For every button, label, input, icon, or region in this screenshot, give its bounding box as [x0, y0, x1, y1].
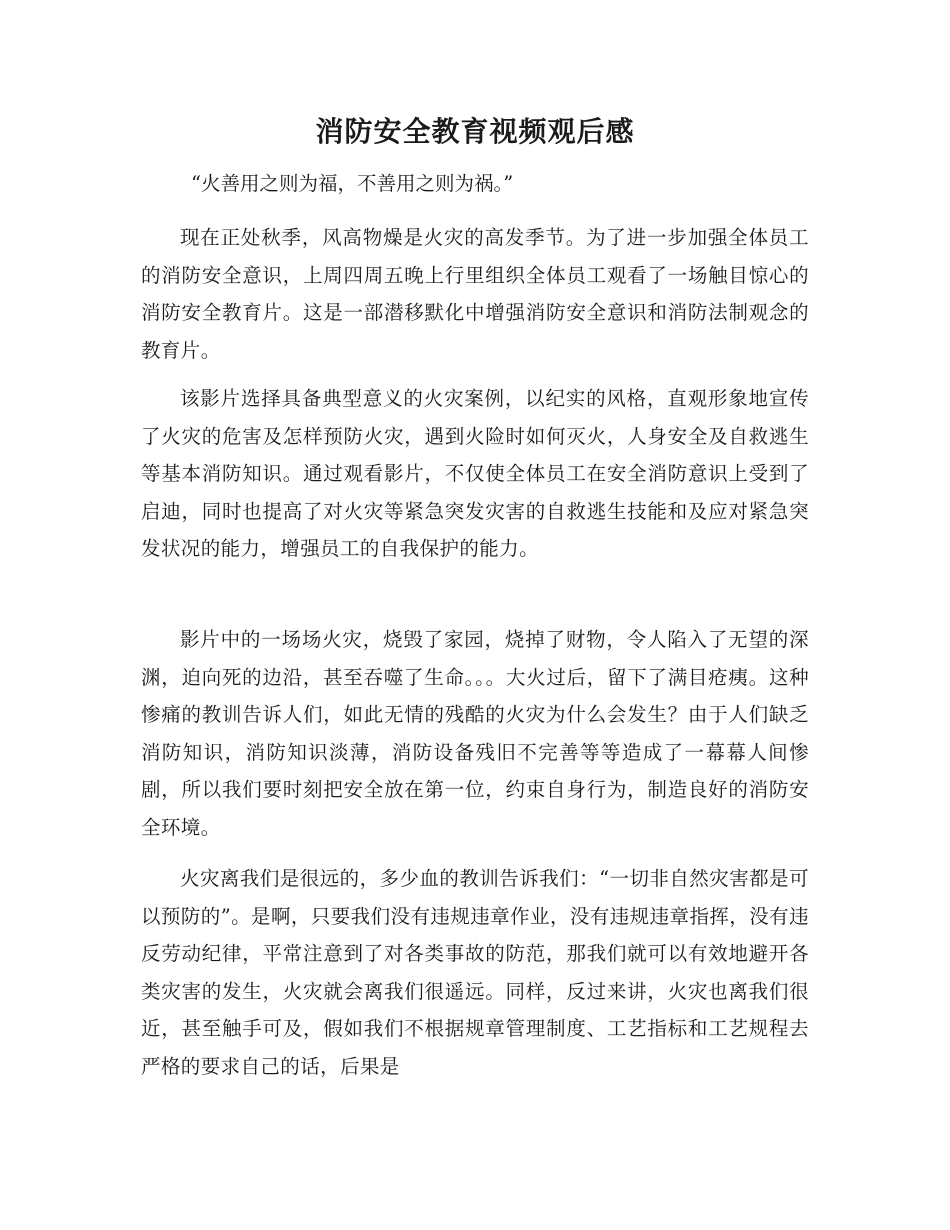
opening-quote: “火善用之则为福，不善用之则为祸。” — [191, 172, 514, 195]
paragraph-4: 火灾离我们是很远的，多少血的教训告诉我们：“一切非自然灾害都是可以预防的”。是啊，只要我们没有违规违章作业，没有违规违章指挥，没有违反劳动纪律，平常注意到了对各类事故的防范，那我们就可以有效地避开各类灾害的发生，火灾就会离我们很遥远。同样，反过来讲，火灾也离我们很近，甚至触手可及，假如我们不根据规章管理制度、工艺指标和工艺规程去严格的要求自己的话，后果是 — [141, 867, 809, 1078]
paragraph-1: 现在正处秋季，风高物燥是火灾的高发季节。为了进一步加强全体员工的消防安全意识，上周四周五晚上行里组织全体员工观看了一场触目惊心的消防安全教育片。这是一部潜移默化中增强消防安全意识和消防法制观念的教育片。 — [141, 226, 809, 362]
paragraph-2: 该影片选择具备典型意义的火灾案例，以纪实的风格，直观形象地宣传了火灾的危害及怎样预防火灾，遇到火险时如何灭火，人身安全及自救逃生等基本消防知识。通过观看影片，不仅使全体员工在安全消防意识上受到了启迪，同时也提高了对火灾等紧急突发灾害的自救逃生技能和及应对紧急突发状况的能力，增强员工的自我保护的能力。 — [141, 387, 809, 560]
paragraph-3: 影片中的一场场火灾，烧毁了家园，烧掉了财物，令人陷入了无望的深渊，迫向死的边沿，甚至吞噬了生命。。。大火过后，留下了满目疮痍。这种惨痛的教训告诉人们，如此无情的残酷的火灾为什么会发生？由于人们缺乏消防知识，消防知识淡薄，消防设备残旧不完善等等造成了一幕幕人间惨剧，所以我们要时刻把安全放在第一位，约束自身行为，制造良好的消防安全环境。 — [141, 628, 809, 839]
document-title: 消防安全教育视频观后感 — [315, 115, 635, 148]
